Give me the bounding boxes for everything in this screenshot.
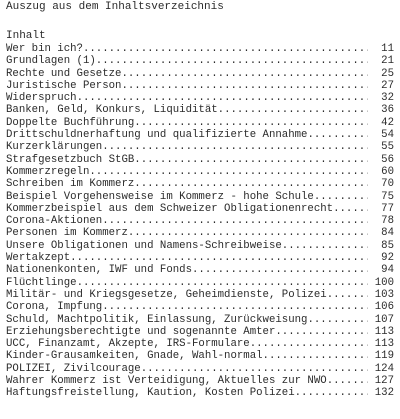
toc-leader-dots — [307, 129, 368, 141]
toc-entry-title: Strafgesetzbuch StGB — [6, 153, 135, 166]
toc-entry-page-number: 36 — [381, 104, 394, 117]
toc-entry — [6, 326, 400, 338]
toc-entry-title: Wer bin ich? — [6, 43, 83, 55]
toc-entry-page-number: 60 — [381, 165, 394, 178]
toc-entry-page-number: 55 — [381, 141, 394, 154]
toc-entry-title: Schreiben im Kommerz — [6, 178, 135, 191]
toc-entry — [6, 215, 400, 227]
toc-entry-title: Kurzerklärungen — [6, 141, 103, 154]
toc-entry-page-number: 32 — [381, 92, 394, 105]
toc-entry — [6, 277, 400, 289]
toc-entry-page-number: 92 — [381, 252, 394, 265]
toc-entry-page-number: 113 — [374, 338, 394, 351]
toc-entry-title: Drittschuldnerhaftung und qualifizierte Annahme — [6, 129, 308, 142]
toc-entry — [6, 154, 400, 166]
toc-entry — [6, 178, 400, 190]
toc-entry-title: Juristische Person — [6, 79, 122, 92]
toc-entry-title: Wertakzept — [6, 252, 71, 265]
toc-leader-dots — [250, 338, 368, 350]
toc-entry-page-number: 119 — [374, 350, 394, 363]
toc-entry — [6, 227, 400, 239]
toc-entry-page-number: 56 — [381, 153, 394, 166]
toc-leader-dots — [70, 252, 368, 264]
toc-entry-title: Corona, Impfung — [6, 301, 103, 314]
toc-entry-page-number: 25 — [381, 67, 394, 80]
toc-leader-dots — [134, 117, 368, 129]
toc-leader-dots — [141, 363, 368, 375]
toc-entry — [6, 203, 400, 215]
toc-entry-page-number: 132 — [374, 387, 394, 400]
toc-entry-page-number: 21 — [381, 55, 394, 68]
toc-leader-dots — [134, 154, 368, 166]
toc-entry-title: Nationenkonten, IWF und Fonds — [6, 264, 192, 277]
toc-entry — [6, 363, 400, 375]
toc-entry-page-number: 124 — [374, 362, 394, 375]
toc-entry-page-number: 113 — [374, 325, 394, 338]
toc-entry — [6, 129, 400, 141]
toc-entry-page-number: 85 — [381, 239, 394, 252]
toc-entry-page-number: 27 — [381, 79, 394, 92]
toc-leader-dots — [327, 289, 368, 301]
toc-entry-page-number: 84 — [381, 227, 394, 240]
toc-entry — [6, 301, 400, 313]
toc-entry-title: Erziehungsberechtigte und sogenannte Ämter — [6, 325, 276, 338]
toc-leader-dots — [295, 387, 368, 399]
toc-entry — [6, 338, 400, 350]
toc-list — [6, 43, 400, 400]
toc-entry — [6, 55, 400, 67]
document-page — [6, 1, 400, 400]
toc-entry-title: UCC, Finanzamt, Akzepte, IRS-Formulare — [6, 338, 250, 351]
toc-entry-title: Schuld, Machtpolitik, Einlassung, Zurückweisung — [6, 313, 308, 326]
toc-entry-title: Wahrer Kommerz ist Verteidigung, Aktuelles zur NWO — [6, 375, 327, 388]
toc-entry — [6, 117, 400, 129]
toc-leader-dots — [282, 240, 368, 252]
toc-entry-page-number: 78 — [381, 215, 394, 228]
toc-entry-title: Flüchtlinge — [6, 276, 77, 289]
toc-leader-dots — [96, 55, 368, 67]
toc-entry-page-number: 54 — [381, 129, 394, 142]
toc-entry — [6, 80, 400, 92]
toc-leader-dots — [77, 277, 368, 289]
toc-leader-dots — [121, 68, 368, 80]
toc-entry-title: Unsere Obligationen und Namens-Schreibweise — [6, 239, 282, 252]
toc-leader-dots — [89, 166, 368, 178]
toc-leader-dots — [307, 314, 368, 326]
toc-entry-title: Corona-Aktionen — [6, 215, 103, 228]
toc-leader-dots — [218, 104, 368, 116]
toc-entry — [6, 289, 400, 301]
toc-leader-dots — [327, 375, 368, 387]
toc-entry — [6, 350, 400, 362]
toc-entry — [6, 166, 400, 178]
toc-entry — [6, 252, 400, 264]
toc-leader-dots — [275, 326, 368, 338]
toc-entry — [6, 375, 400, 387]
toc-entry-title: Kommerzbeispiel aus dem Schweizer Obligationenrecht — [6, 202, 334, 215]
toc-entry-page-number: 94 — [381, 264, 394, 277]
toc-leader-dots — [102, 215, 368, 227]
toc-entry — [6, 104, 400, 116]
toc-entry — [6, 314, 400, 326]
toc-leader-dots — [192, 264, 368, 276]
toc-entry — [6, 191, 400, 203]
toc-entry — [6, 387, 400, 399]
toc-entry-title: Kinder-Grausamkeiten, Gnade, Wahl-normal — [6, 350, 263, 363]
toc-entry-page-number: 103 — [374, 288, 394, 301]
toc-entry-title: Banken, Geld, Konkurs, Liquidität — [6, 104, 218, 117]
toc-leader-dots — [102, 301, 368, 313]
toc-entry-page-number: 11 — [381, 43, 394, 55]
toc-entry-title: Haftungsfreistellung, Kaution, Kosten Polizei — [6, 387, 295, 400]
toc-leader-dots — [128, 227, 368, 239]
toc-entry-title: Beispiel Vorgehensweise im Kommerz - hohe Schule — [6, 190, 314, 203]
document-heading: Auszug aus dem Inhaltsverzeichnis — [6, 1, 224, 13]
toc-entry — [6, 43, 400, 55]
toc-entry-title: Kommerzregeln — [6, 165, 90, 178]
toc-entry — [6, 92, 400, 104]
toc-entry-title: Militär- und Kriegsgesetze, Geheimdienste, Polizei — [6, 288, 327, 301]
toc-entry-page-number: 70 — [381, 178, 394, 191]
toc-entry-page-number: 75 — [381, 190, 394, 203]
toc-entry-page-number: 100 — [374, 276, 394, 289]
toc-entry-page-number: 107 — [374, 313, 394, 326]
toc-entry — [6, 68, 400, 80]
toc-leader-dots — [83, 43, 368, 55]
toc-entry-title: POLIZEI, Zivilcourage — [6, 362, 141, 375]
toc-entry-page-number: 106 — [374, 301, 394, 314]
toc-entry — [6, 240, 400, 252]
toc-entry — [6, 264, 400, 276]
toc-leader-dots — [134, 178, 368, 190]
toc-entry-page-number: 127 — [374, 375, 394, 388]
toc-entry-page-number: 77 — [381, 202, 394, 215]
toc-leader-dots — [102, 141, 368, 153]
toc-entry-title: Doppelte Buchführung — [6, 116, 135, 129]
toc-entry-title: Grundlagen (1) — [6, 55, 96, 68]
toc-entry — [6, 141, 400, 153]
toc-entry-title: Rechte und Gesetze — [6, 67, 122, 80]
toc-entry-title: Widerspruch — [6, 92, 77, 105]
toc-entry-title: Personen im Kommerz — [6, 227, 128, 240]
toc-leader-dots — [333, 203, 368, 215]
toc-leader-dots — [121, 80, 368, 92]
toc-leader-dots — [314, 191, 368, 203]
toc-title: Inhalt — [6, 30, 46, 42]
toc-leader-dots — [77, 92, 368, 104]
toc-leader-dots — [263, 350, 368, 362]
toc-entry-page-number: 42 — [381, 116, 394, 129]
